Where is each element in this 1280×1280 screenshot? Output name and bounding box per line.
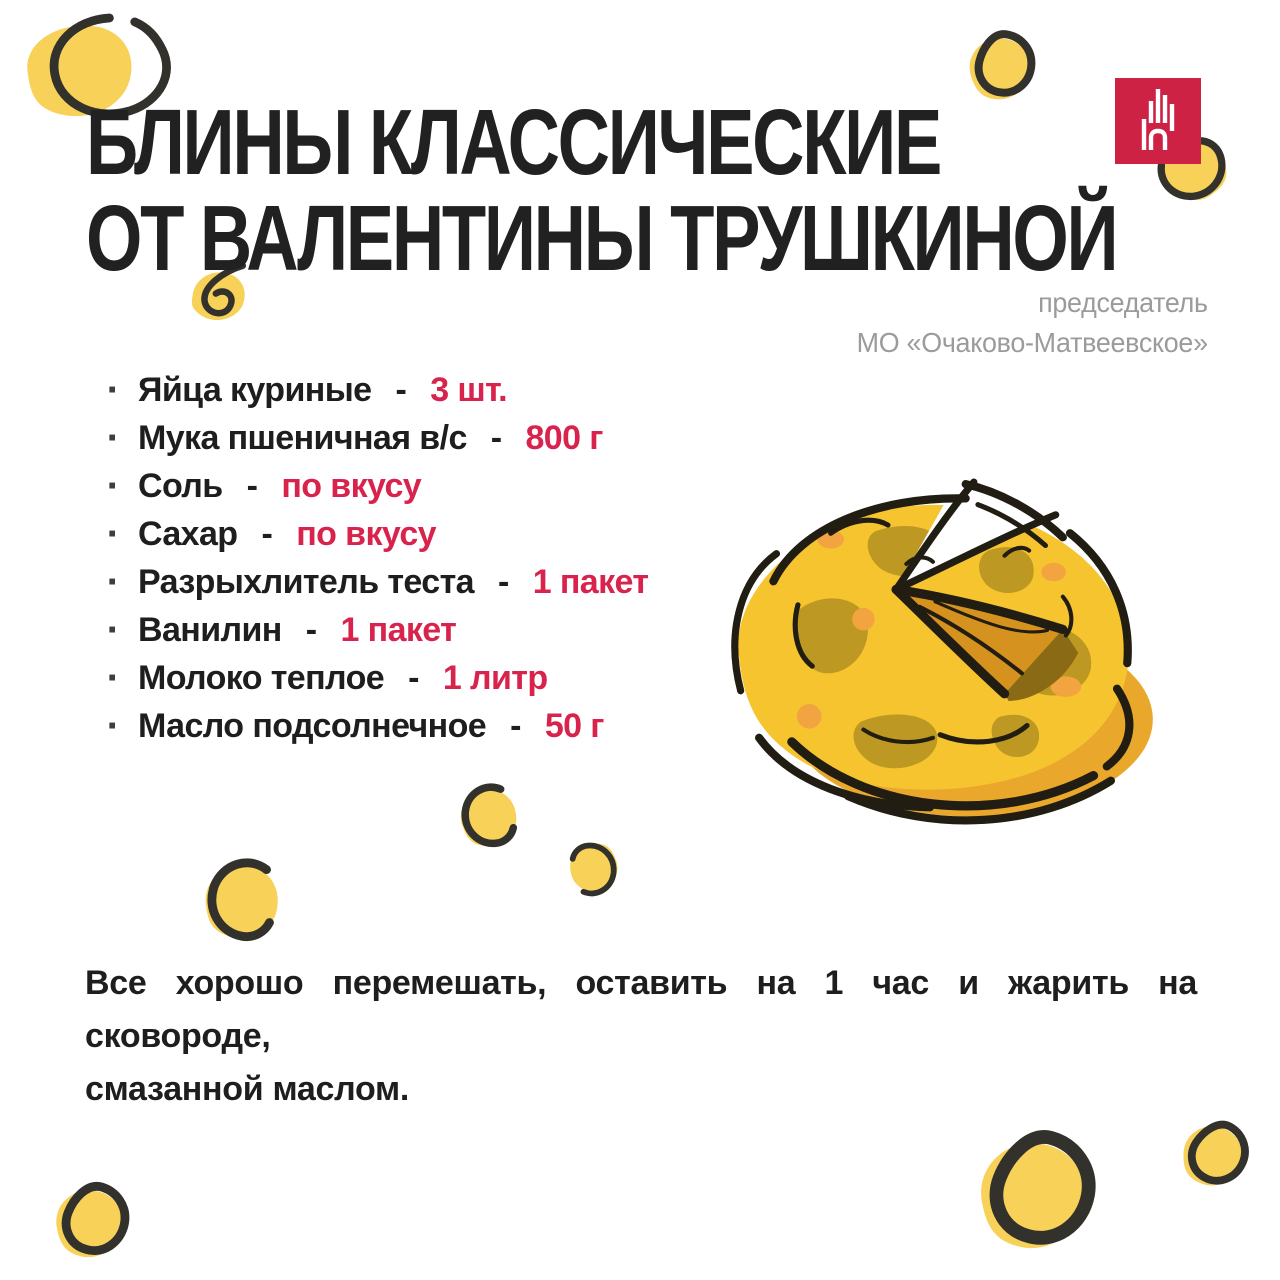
- instructions-line-2: смазанной маслом.: [85, 1070, 409, 1108]
- doodle-blob-bottom-left: [48, 1178, 136, 1266]
- ingredient-quantity: по вкусу: [296, 514, 436, 553]
- bullet-icon: ·: [106, 464, 120, 508]
- ingredient-quantity: 50 г: [544, 706, 604, 745]
- ingredient-quantity: 3 шт.: [430, 370, 507, 409]
- page-title-line-1: БЛИНЫ КЛАССИЧЕСКИЕ: [86, 90, 941, 194]
- ingredient-row: [104, 606, 648, 654]
- bullet-icon: ·: [106, 608, 120, 652]
- ingredient-row: [104, 702, 648, 750]
- doodle-blob-bottom-right: [968, 1122, 1106, 1264]
- ingredient-dash: -: [408, 658, 419, 697]
- byline-role: председатель: [1038, 287, 1208, 318]
- ingredient-name: Сахар: [138, 514, 238, 553]
- doodle-blob-mid-center-2: [549, 828, 637, 909]
- page-title: [86, 90, 1178, 290]
- page-title-line-2: ОТ ВАЛЕНТИНЫ ТРУШКИНОЙ: [86, 186, 1117, 290]
- ingredient-row: [104, 558, 648, 606]
- bullet-icon: ·: [106, 560, 120, 604]
- ingredient-dash: -: [510, 706, 521, 745]
- ingredient-dash: -: [395, 370, 407, 409]
- ingredients-list: [104, 366, 648, 750]
- byline-org: МО «Очаково-Матвеевское»: [856, 327, 1208, 358]
- bullet-icon: ·: [106, 416, 120, 460]
- byline: [857, 283, 1208, 363]
- ingredient-dash: -: [497, 562, 509, 601]
- ingredient-row: [104, 462, 648, 510]
- ingredient-name: Яйца куриные: [138, 370, 372, 409]
- pancake-illustration: [710, 473, 1160, 843]
- ingredient-quantity: по вкусу: [281, 466, 422, 505]
- instructions-line-1: Все хорошо перемешать, оставить на 1 час и жарить на сковороде,: [85, 964, 1197, 1055]
- bullet-icon: ·: [106, 368, 120, 412]
- ingredient-name: Молоко теплое: [138, 658, 385, 697]
- ingredient-quantity: 1 пакет: [532, 562, 649, 601]
- bullet-icon: ·: [106, 512, 120, 556]
- ingredient-name: Разрыхлитель теста: [138, 562, 474, 601]
- doodle-blob-mid-center: [443, 770, 536, 865]
- ingredient-name: Соль: [138, 466, 223, 505]
- bullet-icon: ·: [106, 704, 120, 748]
- doodle-blob-mid-left: [192, 852, 294, 950]
- ingredient-row: [104, 366, 648, 414]
- ingredient-row: [104, 654, 648, 702]
- instructions-text: [85, 957, 1197, 1116]
- bullet-icon: ·: [106, 656, 120, 700]
- ingredient-dash: -: [490, 418, 502, 457]
- ingredient-row: [104, 414, 648, 462]
- ingredient-name: Масло подсолнечное: [138, 706, 487, 745]
- ingredient-row: [104, 510, 648, 558]
- ingredient-name: Ванилин: [138, 610, 282, 649]
- ingredient-dash: -: [261, 514, 273, 553]
- ingredient-quantity: 800 г: [525, 418, 603, 457]
- doodle-blob-right-edge: [1169, 1109, 1262, 1202]
- ingredient-dash: -: [246, 466, 258, 505]
- ingredient-name: Мука пшеничная в/с: [138, 418, 467, 457]
- ingredient-dash: -: [305, 610, 317, 649]
- ingredient-quantity: 1 литр: [442, 658, 548, 697]
- ingredient-quantity: 1 пакет: [340, 610, 457, 649]
